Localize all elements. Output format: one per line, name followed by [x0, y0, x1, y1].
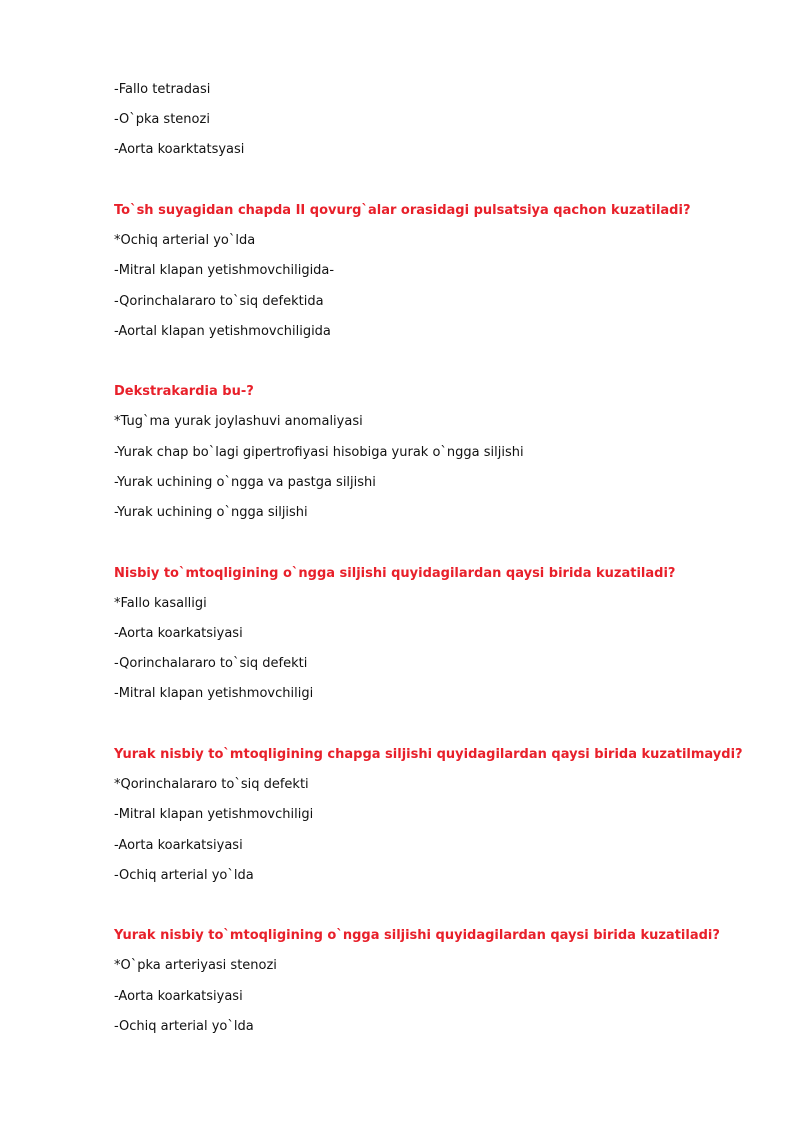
answer-option: *Tug`ma yurak joylashuvi anomaliyasi: [114, 414, 363, 430]
answer-option: -Qorinchalararo to`siq defekti: [114, 656, 308, 672]
question-block: [114, 377, 754, 528]
answer-option: -Ochiq arterial yo`lda: [114, 1018, 254, 1034]
answer-option: -O`pka stenozi: [114, 112, 210, 128]
answer-option: -Yurak chap bo`lagi gipertrofiyasi hisobiga yurak o`ngga siljishi: [114, 444, 524, 460]
answer-option: -Aorta koarkatsiyasi: [114, 988, 243, 1004]
spacer: [114, 528, 754, 558]
answer-option: -Yurak uchining o`ngga siljishi: [114, 505, 308, 521]
answer-option: -Fallo tetradasi: [114, 82, 211, 97]
question-text: Yurak nisbiy to`mtoqligining chapga siljishi quyidagilardan qaysi birida kuzatilmaydi?: [114, 746, 743, 762]
answer-option: *Qorinchalararo to`siq defekti: [114, 777, 309, 793]
answer-option: -Aorta koarktatsyasi: [114, 142, 245, 158]
answer-option: -Qorinchalararo to`siq defektida: [114, 293, 324, 309]
spacer: [114, 710, 754, 740]
question-block: [114, 559, 754, 710]
leading-options-block: [114, 75, 754, 166]
question-text: Nisbiy to`mtoqligining o`ngga siljishi quyidagilardan qaysi birida kuzatiladi?: [114, 565, 676, 581]
document-content: [114, 75, 754, 1042]
spacer: [114, 891, 754, 921]
answer-option: -Mitral klapan yetishmovchiligi: [114, 807, 314, 823]
answer-option: -Ochiq arterial yo`lda: [114, 867, 254, 883]
spacer: [114, 347, 754, 377]
question-block: [114, 740, 754, 891]
question-block: [114, 921, 754, 1042]
answer-option: *Fallo kasalligi: [114, 595, 207, 611]
answer-option: -Mitral klapan yetishmovchiligi: [114, 686, 314, 702]
answer-option: -Mitral klapan yetishmovchiligida-: [114, 263, 335, 279]
spacer: [114, 166, 754, 196]
question-text: Yurak nisbiy to`mtoqligining o`ngga siljishi quyidagilardan qaysi birida kuzatiladi?: [114, 928, 720, 944]
answer-option: -Aorta koarkatsiyasi: [114, 837, 243, 853]
answer-option: *Ochiq arterial yo`lda: [114, 233, 256, 249]
question-text: To`sh suyagidan chapda II qovurg`alar orasidagi pulsatsiya qachon kuzatiladi?: [114, 202, 691, 218]
question-text: Dekstrakardia bu-?: [114, 384, 254, 400]
answer-option: *O`pka arteriyasi stenozi: [114, 958, 277, 974]
answer-option: -Yurak uchining o`ngga va pastga siljishi: [114, 474, 376, 490]
answer-option: -Aorta koarkatsiyasi: [114, 625, 243, 641]
question-block: [114, 196, 754, 347]
answer-option: -Aortal klapan yetishmovchiligida: [114, 323, 331, 339]
